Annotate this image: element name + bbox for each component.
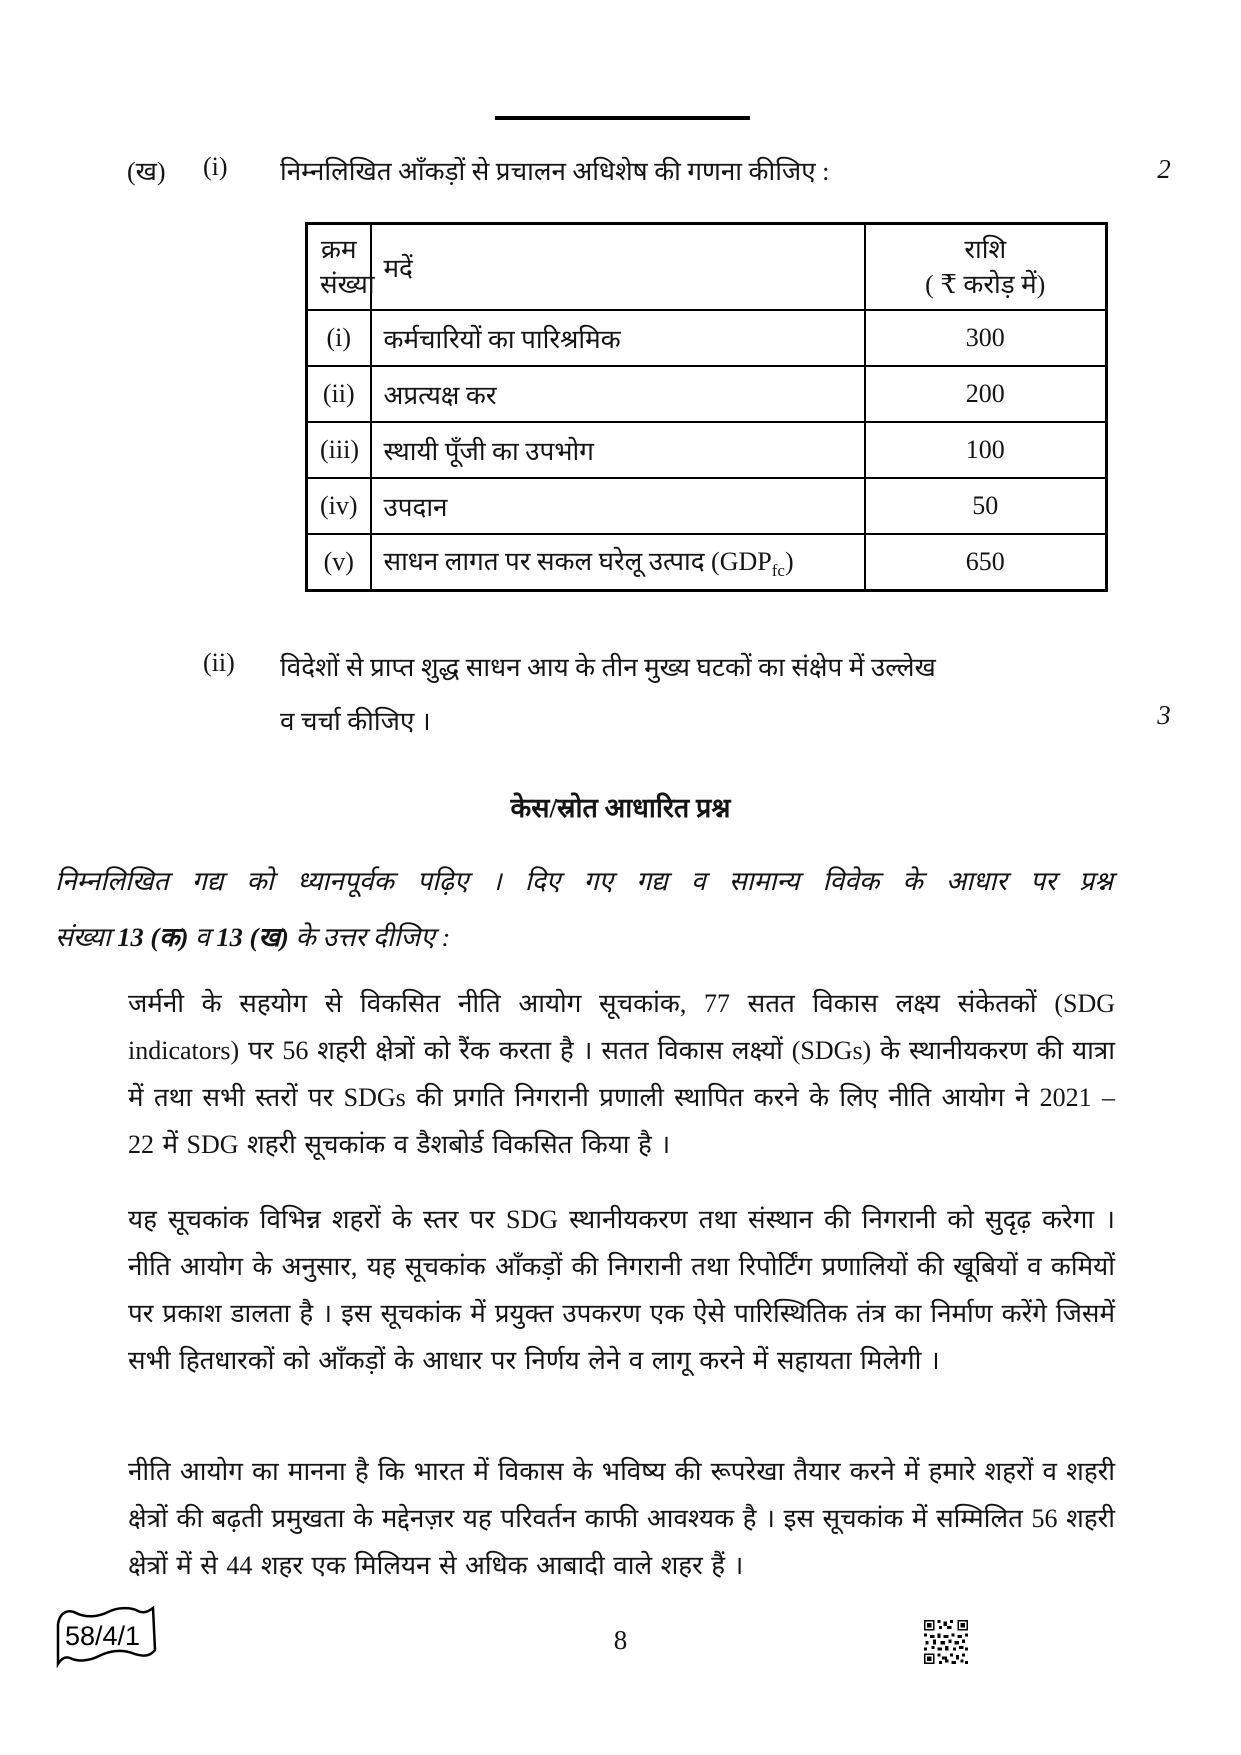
question-sub2-line1: विदेशों से प्राप्त शुद्ध साधन आय के तीन मुख्य घटकों का संक्षेप में उल्लेख: [280, 653, 936, 682]
header-serial-line2: संख्या: [320, 270, 375, 299]
question-sub1-label: (i): [203, 152, 228, 181]
table-row: [307, 422, 1107, 478]
question-ref-13a: 13 (क): [117, 922, 189, 952]
page-number: 8: [613, 1625, 628, 1655]
case-section-heading: केस/स्रोत आधारित प्रश्न: [510, 793, 731, 823]
table-header-row: [307, 224, 1107, 311]
instruction-line2: [55, 918, 1113, 954]
row-amount: 200: [865, 366, 1107, 422]
question-sub2-marks: 3: [1157, 700, 1171, 730]
question-ref-13b: 13 (ख): [216, 922, 289, 952]
header-amount: [865, 224, 1107, 311]
paper-code-text: 58/4/1: [65, 1621, 141, 1651]
row-serial: (iv): [307, 478, 371, 534]
row-item: [371, 534, 865, 591]
row-item: स्थायी पूँजी का उपभोग: [371, 422, 865, 478]
row-item: उपदान: [371, 478, 865, 534]
header-amount-line2: ( ₹ करोड़ में): [925, 270, 1046, 299]
question-part-label: (ख): [127, 157, 166, 186]
case-paragraph-2: यह सूचकांक विभिन्न शहरों के स्तर पर SDG स्थानीयकरण तथा संस्थान की निगरानी को सुदृढ़ करेगा । नीति आयोग के अनुसार, यह सूचकांक आँकड़ों की निगरानी तथा रिपोर्टिंग प्रणालियों की खूबियों व कमियों पर प्रकाश डालता है । इस सूचकांक में प्रयुक्त उपकरण एक ऐसे पारिस्थितिक तंत्र का निर्माण करेंगे जिसमें सभी हितधारकों को आँकड़ों के आधार पर निर्णय लेने व लागू करने में सहायता मिलेगी ।: [128, 1205, 1115, 1375]
header-items: [371, 224, 865, 311]
instruction-part: के उत्तर दीजिए :: [288, 922, 451, 952]
table-row: [307, 534, 1107, 591]
question-sub1-marks: 2: [1157, 154, 1171, 184]
operating-surplus-table: [305, 222, 1108, 592]
row-amount: 50: [865, 478, 1107, 534]
table-row: [307, 478, 1107, 534]
header-serial-line1: क्रम: [320, 234, 357, 264]
question-sub2-line2: व चर्चा कीजिए ।: [280, 707, 431, 736]
table-row: [307, 310, 1107, 366]
row-serial: (v): [307, 534, 371, 591]
row-item-text: साधन लागत पर सकल घरेलू उत्पाद (GDP: [383, 547, 772, 577]
header-amount-line1: राशि: [964, 234, 1007, 264]
section-divider-line: [495, 116, 750, 120]
row-item-close: ): [784, 547, 794, 577]
instruction-part: व: [188, 922, 217, 952]
row-serial: (i): [307, 310, 371, 366]
case-paragraph-3: नीति आयोग का मानना है कि भारत में विकास के भविष्य की रूपरेखा तैयार करने में हमारे शहरों व शहरी क्षेत्रों की बढ़ती प्रमुखता के मद्देनज़र यह परिवर्तन काफी आवश्यक है । इस सूचकांक में सम्मिलित 56 शहरी क्षेत्रों में से 44 शहर एक मिलियन से अधिक आबादी वाले शहर हैं ।: [128, 1457, 1115, 1580]
gdp-subscript: fc: [771, 561, 785, 581]
table-row: [307, 366, 1107, 422]
row-item: अप्रत्यक्ष कर: [371, 366, 865, 422]
instruction-part: संख्या: [55, 922, 118, 952]
row-serial: (ii): [307, 366, 371, 422]
row-amount: 100: [865, 422, 1107, 478]
row-item: कर्मचारियों का पारिश्रमिक: [371, 310, 865, 366]
question-sub2-label: (ii): [203, 648, 235, 677]
question-sub1-text: निम्नलिखित आँकड़ों से प्रचालन अधिशेष की गणना कीजिए :: [280, 157, 830, 186]
row-amount: 300: [865, 310, 1107, 366]
header-items-label: मदें: [383, 254, 413, 283]
row-amount: 650: [865, 534, 1107, 591]
case-paragraph-1: जर्मनी के सहयोग से विकसित नीति आयोग सूचकांक, 77 सतत विकास लक्ष्य संकेतकों (SDG indicators) पर 56 शहरी क्षेत्रों को रैंक करता है । सतत विकास लक्ष्यों (SDGs) के स्थानीयकरण की यात्रा में तथा सभी स्तरों पर SDGs की प्रगति निगरानी प्रणाली स्थापित करने के लिए नीति आयोग ने 2021 – 22 में SDG शहरी सूचकांक व डैशबोर्ड विकसित किया है ।: [128, 989, 1115, 1159]
header-serial: [307, 224, 375, 311]
qr-code-icon: [924, 1620, 968, 1664]
instruction-line1: निम्नलिखित गद्य को ध्यानपूर्वक पढ़िए । दिए गए गद्य व सामान्य विवेक के आधार पर प्रश्न: [55, 866, 1113, 896]
row-serial: (iii): [307, 422, 371, 478]
